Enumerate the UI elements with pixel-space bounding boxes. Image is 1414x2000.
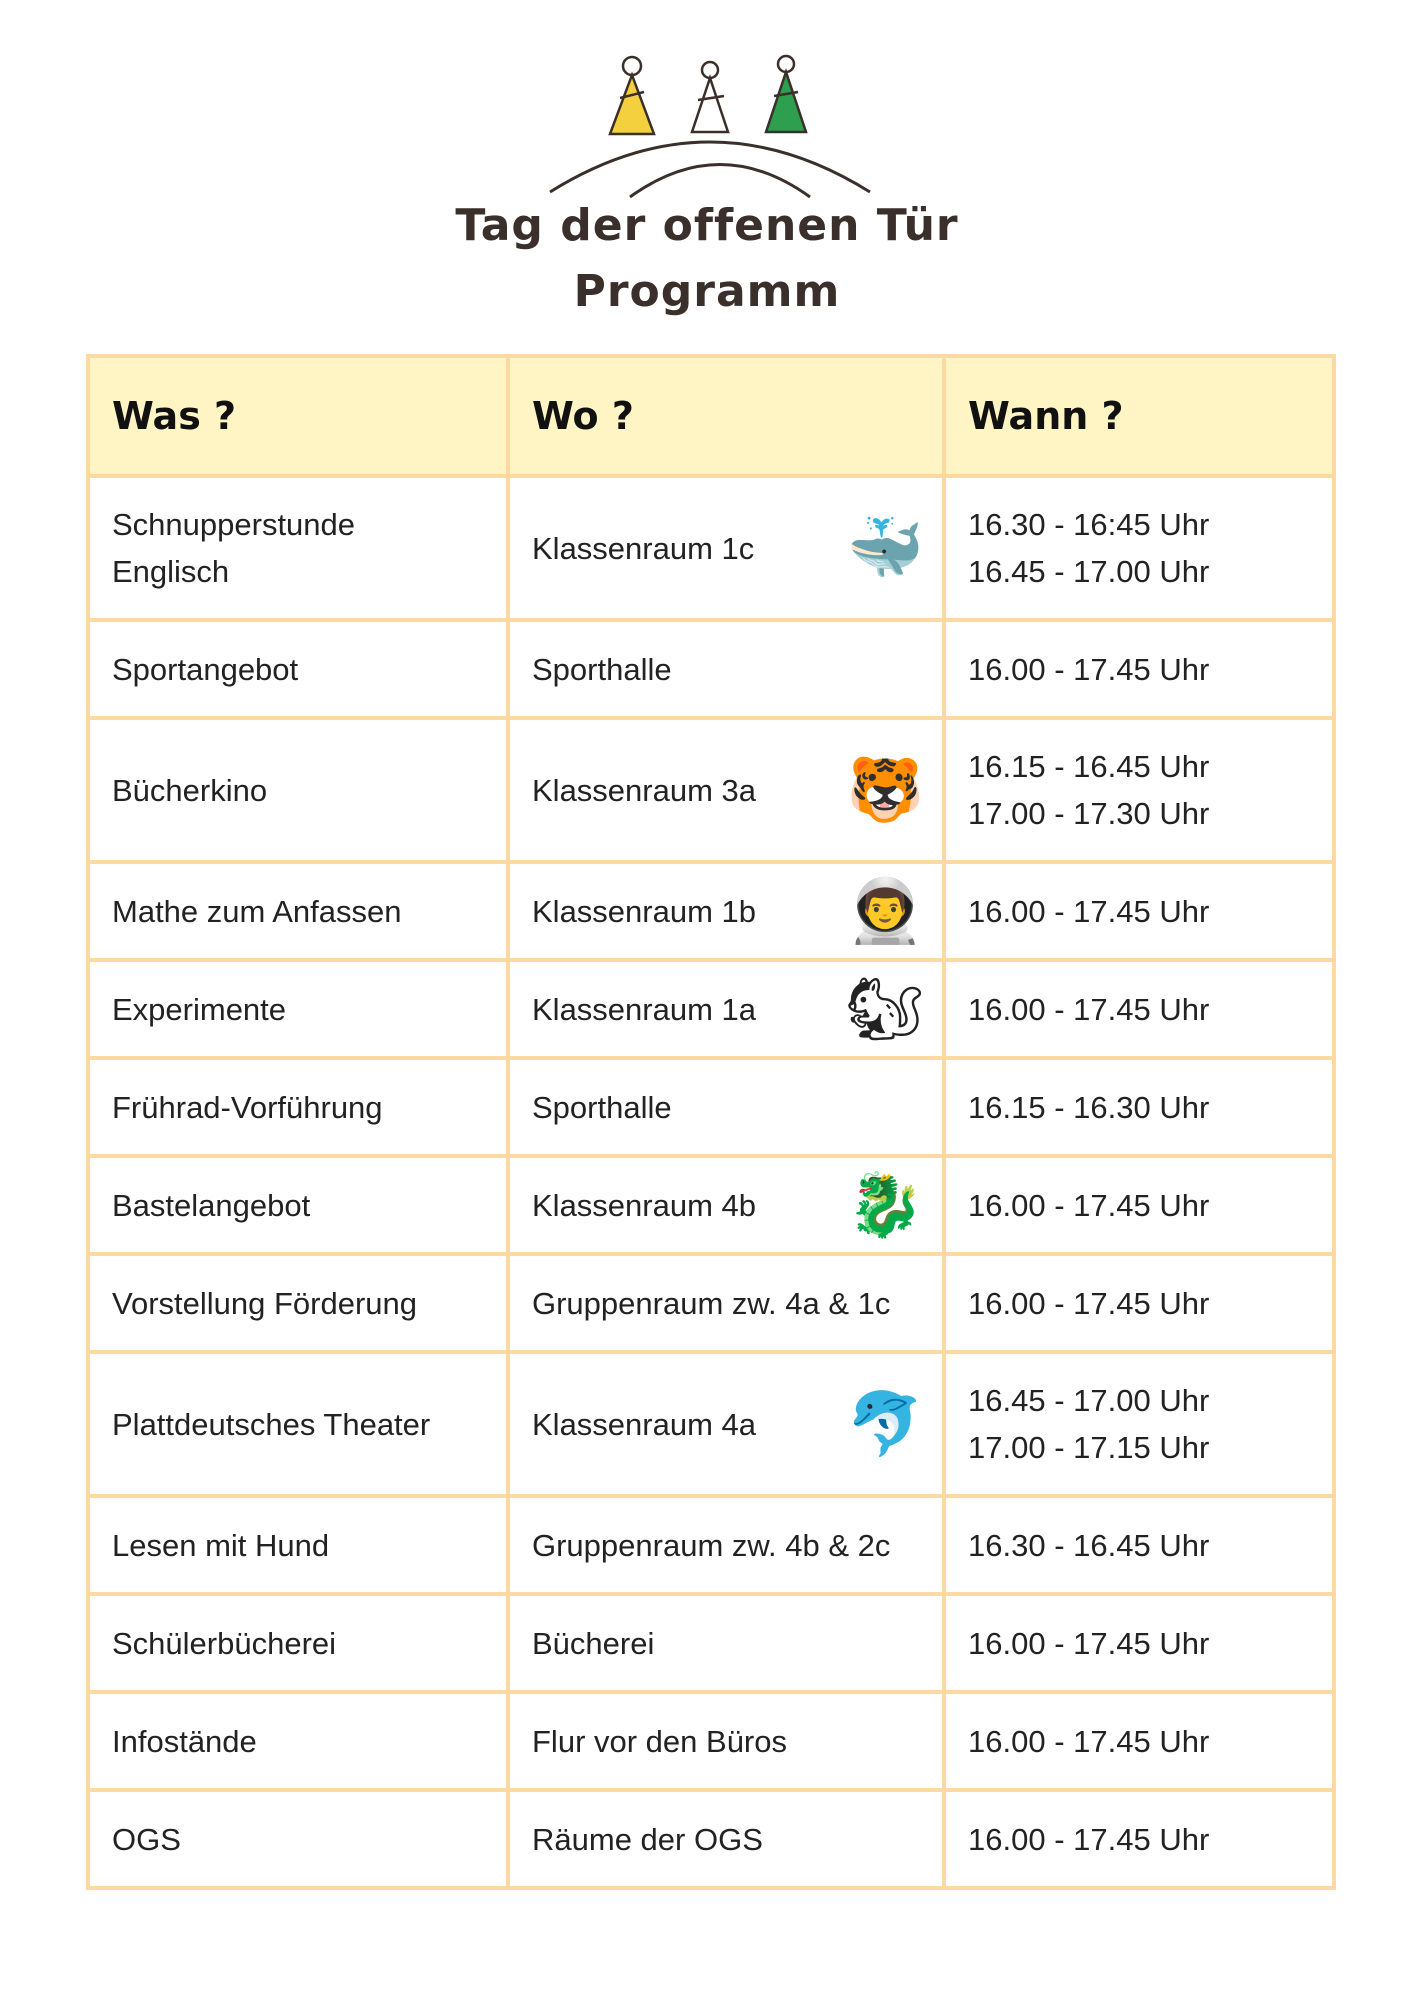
table-row	[88, 1496, 1334, 1594]
cell-wo-text: Klassenraum 1a	[532, 991, 757, 1027]
time-slot: 16.30 - 16:45 Uhr	[968, 507, 1210, 542]
table-row	[88, 862, 1334, 960]
table-row	[88, 1058, 1334, 1156]
program-table	[86, 354, 1336, 1890]
whale-icon: 🐳	[846, 511, 924, 584]
time-slot: 16.30 - 16.45 Uhr	[968, 1527, 1210, 1563]
time-slot: 17.00 - 17.15 Uhr	[968, 1430, 1210, 1465]
figure-green	[766, 56, 806, 132]
cell-wo	[508, 1254, 944, 1352]
time-slot: 17.00 - 17.30 Uhr	[968, 796, 1210, 831]
figure-white	[692, 62, 728, 132]
cell-was: Schnupperstunde Englisch	[88, 476, 508, 620]
time-slot: 16.00 - 17.45 Uhr	[968, 1723, 1210, 1759]
school-logo	[540, 52, 880, 202]
cell-wo-text: Klassenraum 4a	[532, 1406, 757, 1442]
cell-wo	[508, 1594, 944, 1692]
time-slot: 16.00 - 17.45 Uhr	[968, 1285, 1210, 1321]
table-row	[88, 1352, 1334, 1496]
page-subtitle: Programm	[573, 266, 841, 317]
cell-was: Bastelangebot	[88, 1156, 508, 1254]
cell-wo	[508, 1692, 944, 1790]
cell-wo	[508, 1496, 944, 1594]
cell-wann	[944, 960, 1334, 1058]
cell-wo	[508, 718, 944, 862]
cell-was: OGS	[88, 1790, 508, 1888]
cell-wann	[944, 1594, 1334, 1692]
table-row	[88, 1156, 1334, 1254]
cell-wann	[944, 476, 1334, 620]
page-title: Tag der offenen Tür	[455, 200, 959, 251]
cell-wo	[508, 476, 944, 620]
table-row	[88, 1790, 1334, 1888]
table-row	[88, 620, 1334, 718]
table-row	[88, 476, 1334, 620]
cell-wo-text: Klassenraum 1b	[532, 893, 757, 929]
tiger-icon: 🐯	[846, 753, 924, 826]
cell-was: Vorstellung Förderung	[88, 1254, 508, 1352]
time-slot: 16.45 - 17.00 Uhr	[968, 554, 1210, 589]
table-row	[88, 1692, 1334, 1790]
cell-wo-text: Räume der OGS	[532, 1821, 763, 1857]
time-slot: 16.00 - 17.45 Uhr	[968, 893, 1210, 929]
time-slot: 16.00 - 17.45 Uhr	[968, 1187, 1210, 1223]
cell-was: Lesen mit Hund	[88, 1496, 508, 1594]
table-row	[88, 718, 1334, 862]
cell-was: Frührad-Vorführung	[88, 1058, 508, 1156]
cell-wann	[944, 1692, 1334, 1790]
time-slot: 16.00 - 17.45 Uhr	[968, 1625, 1210, 1661]
dolphin-icon: 🐬	[846, 1387, 924, 1460]
cell-wann	[944, 1790, 1334, 1888]
cell-wann	[944, 620, 1334, 718]
cell-wo	[508, 1058, 944, 1156]
table-row	[88, 960, 1334, 1058]
column-header-wo: Wo ?	[508, 356, 944, 476]
table-row	[88, 1594, 1334, 1692]
cell-was: Infostände	[88, 1692, 508, 1790]
table-row	[88, 1254, 1334, 1352]
cell-was: Schülerbücherei	[88, 1594, 508, 1692]
cell-wo-text: Klassenraum 1c	[532, 530, 755, 566]
squirrel-icon: 🐿	[845, 972, 924, 1045]
time-slot: 16.00 - 17.45 Uhr	[968, 1821, 1210, 1857]
cell-wo	[508, 862, 944, 960]
cell-wo-text: Flur vor den Büros	[532, 1723, 787, 1759]
cell-wo-text: Klassenraum 3a	[532, 772, 757, 808]
cell-was: Bücherkino	[88, 718, 508, 862]
time-slot: 16.45 - 17.00 Uhr	[968, 1383, 1210, 1418]
astronaut-icon: 👨‍🚀	[846, 874, 924, 947]
cell-wo	[508, 1156, 944, 1254]
table-header-row	[88, 356, 1334, 476]
cell-wo-text: Gruppenraum zw. 4b & 2c	[532, 1527, 891, 1563]
column-header-wann: Wann ?	[944, 356, 1334, 476]
cell-wann	[944, 1496, 1334, 1594]
time-slot: 16.00 - 17.45 Uhr	[968, 651, 1210, 687]
cell-wo-text: Sporthalle	[532, 651, 672, 687]
cell-wann	[944, 1058, 1334, 1156]
cell-wo	[508, 960, 944, 1058]
cell-wo	[508, 1352, 944, 1496]
figure-yellow	[610, 57, 654, 134]
cell-was: Mathe zum Anfassen	[88, 862, 508, 960]
cell-wann	[944, 1156, 1334, 1254]
cell-was: Experimente	[88, 960, 508, 1058]
cell-was: Plattdeutsches Theater	[88, 1352, 508, 1496]
cell-wo-text: Gruppenraum zw. 4a & 1c	[532, 1285, 891, 1321]
time-slot: 16.15 - 16.30 Uhr	[968, 1089, 1210, 1125]
dragon-icon: 🐉	[846, 1168, 924, 1241]
cell-was: Sportangebot	[88, 620, 508, 718]
cell-wo-text: Sporthalle	[532, 1089, 672, 1125]
cell-wann	[944, 1352, 1334, 1496]
cell-wann	[944, 718, 1334, 862]
time-slot: 16.00 - 17.45 Uhr	[968, 991, 1210, 1027]
cell-wo	[508, 620, 944, 718]
time-slot: 16.15 - 16.45 Uhr	[968, 749, 1210, 784]
cell-wann	[944, 862, 1334, 960]
cell-wo-text: Bücherei	[532, 1625, 655, 1661]
cell-wo-text: Klassenraum 4b	[532, 1187, 757, 1223]
column-header-was: Was ?	[88, 356, 508, 476]
cell-wann	[944, 1254, 1334, 1352]
cell-wo	[508, 1790, 944, 1888]
